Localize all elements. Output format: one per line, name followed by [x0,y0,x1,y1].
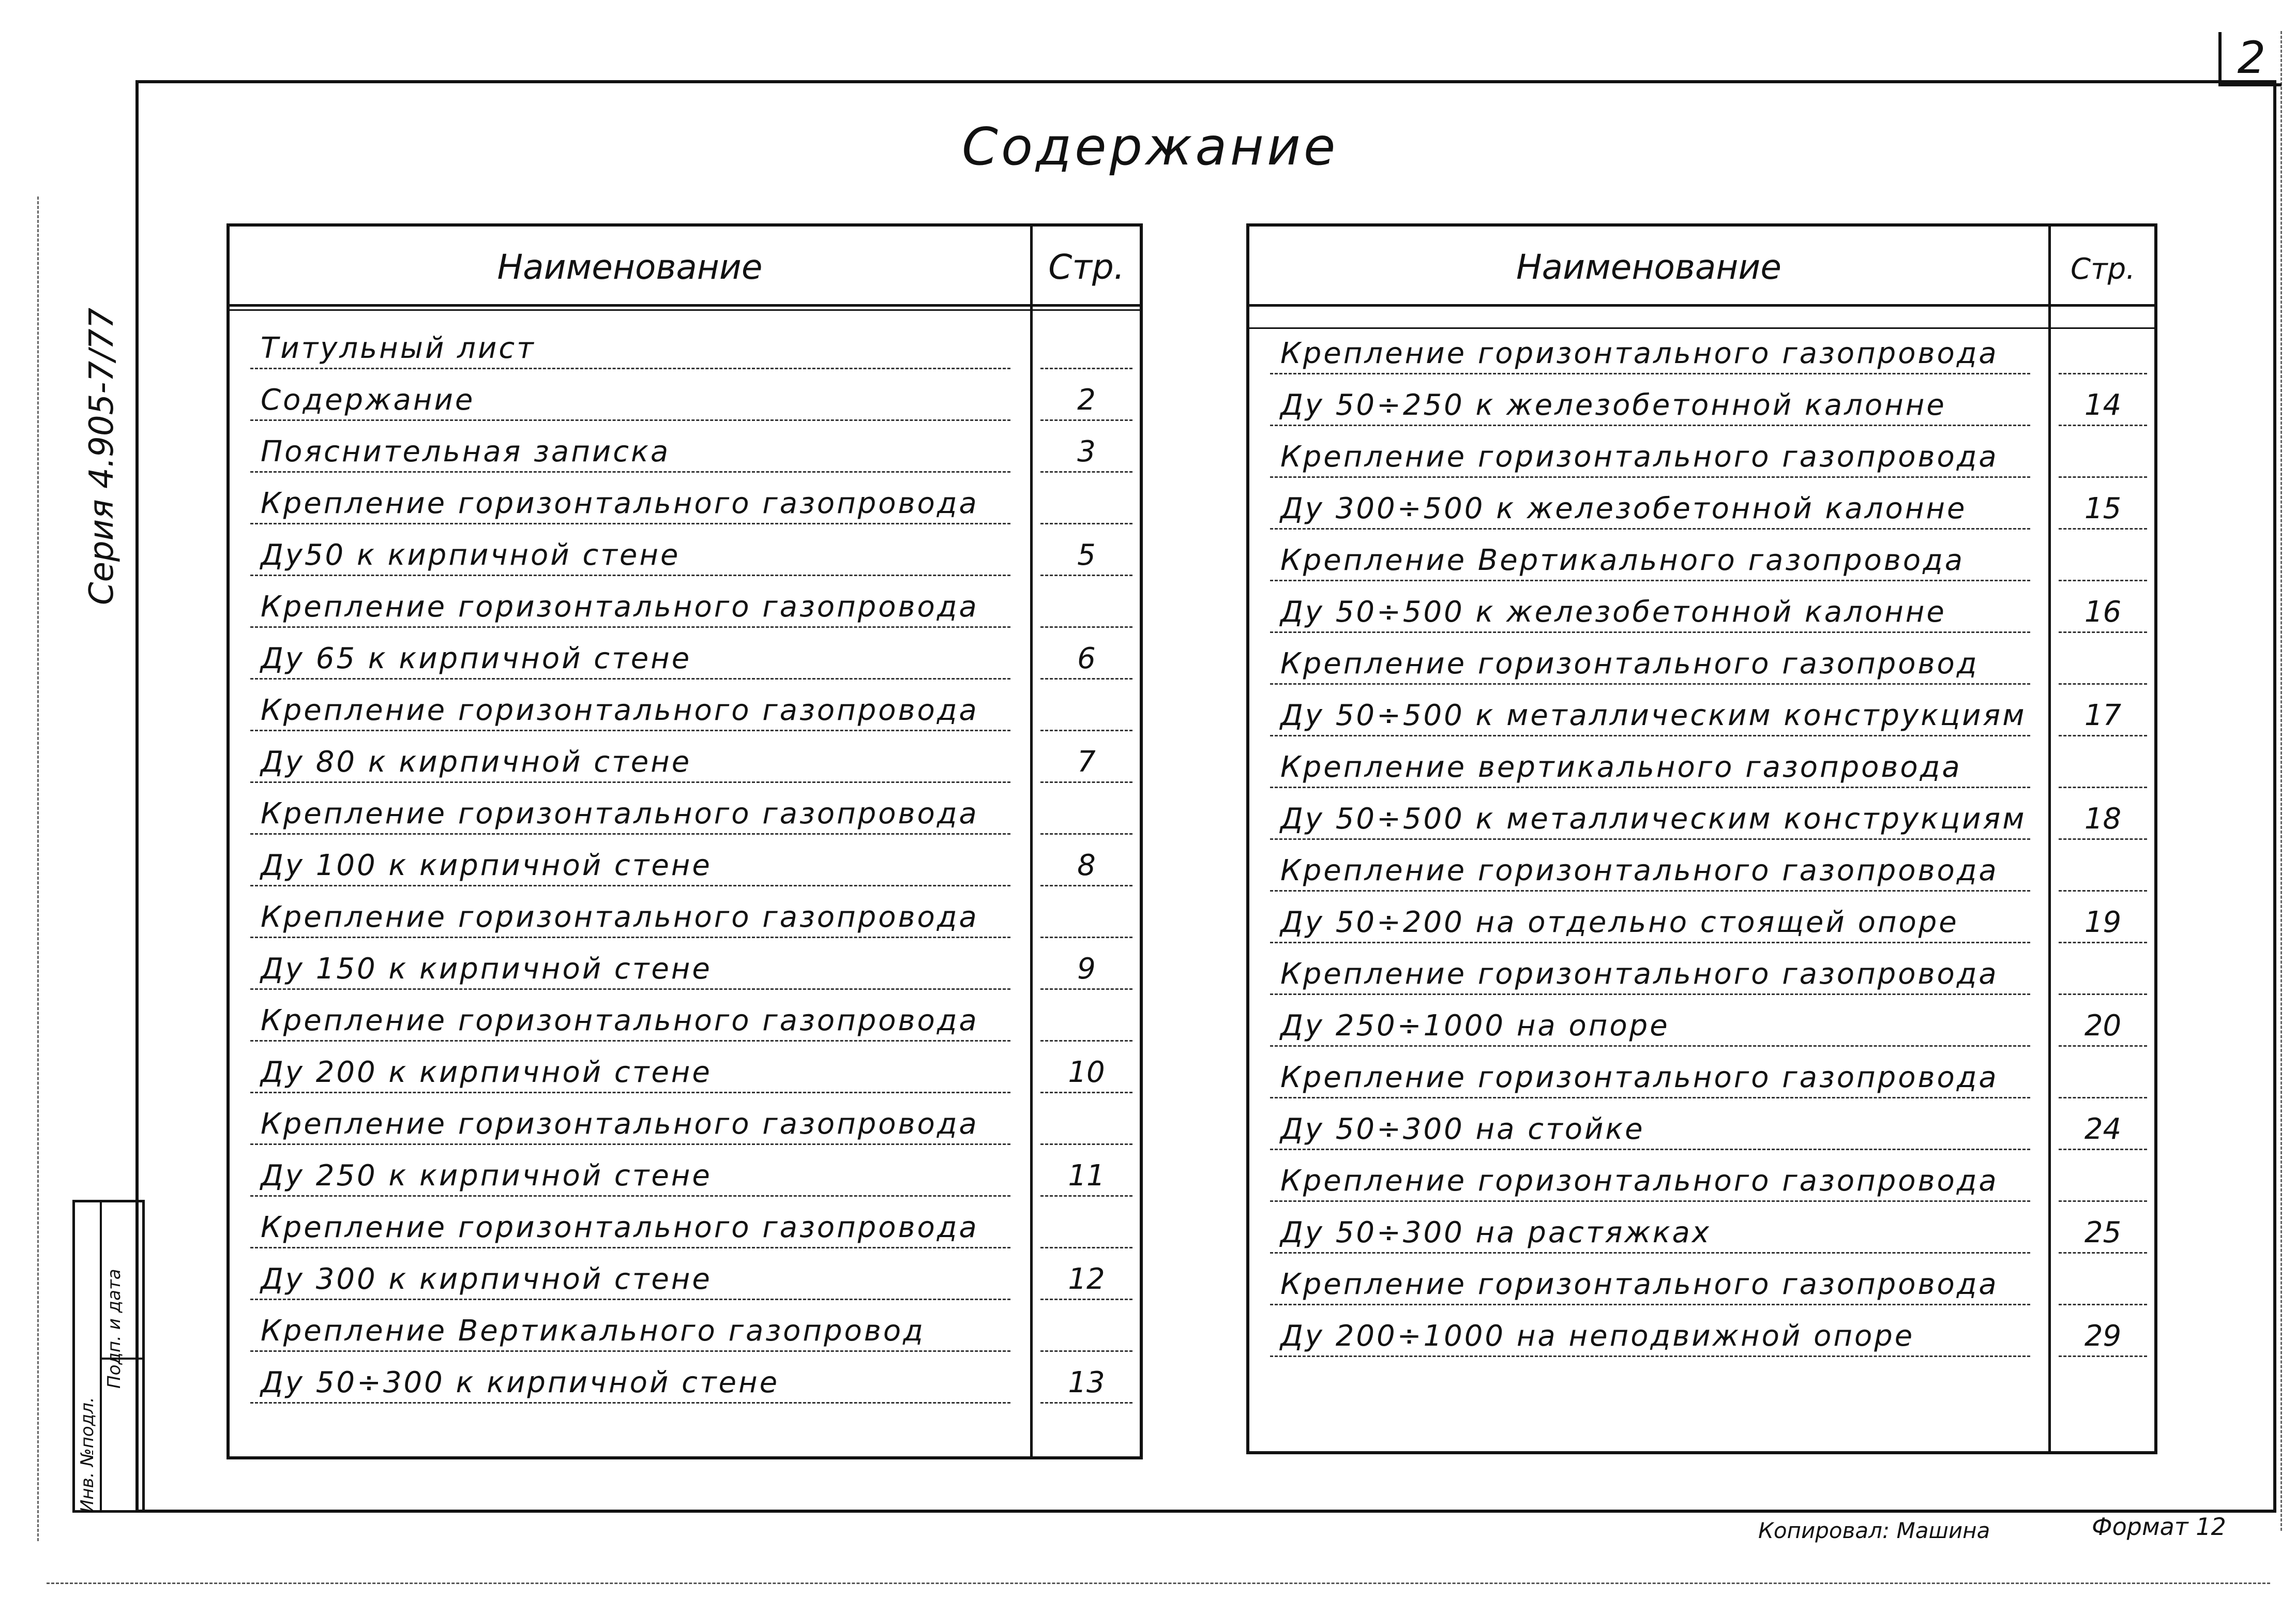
row-name: Содержание [261,383,475,417]
table-row [1249,537,2154,589]
page-underline [1040,575,1132,576]
row-name: Ду 50÷300 на растяжках [1280,1216,1711,1249]
row-underline [250,1040,1010,1042]
row-underline [250,988,1010,990]
row-page: 9 [1077,952,1096,986]
table-row [1249,1106,2154,1157]
row-underline [250,368,1010,369]
row-name: Крепление горизонтального газопровода [1280,854,1999,887]
table-row [230,583,1140,635]
row-page: 13 [1068,1366,1105,1399]
row-name: Ду 200 к кирпичной стене [261,1056,712,1089]
row-page: 2 [1077,383,1096,417]
row-name: Крепление горизонтального газопровода [1280,440,1999,474]
table-row [230,480,1140,532]
row-underline [1270,1149,2030,1150]
stamp-divider [100,1202,102,1510]
page-underline [1040,368,1132,369]
page-underline [2059,631,2147,633]
row-name: Крепление Вертикального газопровод [261,1314,925,1348]
table-row [1249,485,2154,537]
row-name: Крепление горизонтального газопровода [1280,337,1999,370]
right-margin-line [2280,31,2282,1531]
page-underline [1040,626,1132,628]
row-page: 17 [2084,699,2122,732]
row-underline [250,419,1010,421]
header-divider-double [1249,327,2154,329]
page-underline [2059,1149,2147,1150]
table-row [230,894,1140,945]
row-underline [250,1195,1010,1197]
row-page: 3 [1077,435,1096,469]
row-name: Крепление вертикального газопровода [1280,750,1962,784]
page-underline [1040,1040,1132,1042]
header-divider [1249,304,2154,307]
column-header-page: Стр. [2070,252,2136,286]
row-name: Ду 300÷500 к железобетонной калонне [1280,492,1967,525]
page-underline [2059,1252,2147,1254]
row-underline [1270,1097,2030,1098]
row-underline [1270,787,2030,788]
table-row [1249,382,2154,433]
table-row [230,739,1140,790]
page-underline [2059,1200,2147,1202]
row-underline [250,1247,1010,1248]
page-underline [2059,787,2147,788]
page-underline [2059,425,2147,426]
row-name: Ду 50÷500 к металлическим конструкциям [1280,699,2027,732]
row-underline [250,937,1010,938]
table-row [230,1307,1140,1359]
page-underline [1040,1402,1132,1404]
page-underline [1040,833,1132,835]
row-page: 6 [1077,642,1096,675]
table-row [230,635,1140,687]
row-name: Крепление горизонтального газопровода [261,1107,979,1141]
page-underline [2059,476,2147,478]
row-underline [1270,942,2030,943]
table-row [1249,847,2154,899]
row-name: Ду 50÷300 к кирпичной стене [261,1366,780,1399]
row-underline [250,1143,1010,1145]
row-page: 8 [1077,849,1096,882]
row-name: Крепление горизонтального газопровода [261,590,979,624]
table-row [1249,951,2154,1002]
page-underline [1040,678,1132,680]
row-underline [250,523,1010,524]
table-row [230,842,1140,894]
table-row [1249,744,2154,795]
page-number: 2 [2218,32,2282,86]
contents-table-left [226,223,1143,1459]
page-underline [2059,735,2147,736]
row-underline [250,1402,1010,1404]
row-name: Крепление Вертикального газопровода [1280,544,1965,577]
page-underline [2059,942,2147,943]
table-row [1249,1261,2154,1313]
row-name: Крепление горизонтального газопровода [1280,1164,1999,1198]
row-name: Ду 80 к кирпичной стене [261,745,692,779]
table-row [1249,330,2154,382]
stamp-box [72,1200,145,1513]
page-underline [1040,1299,1132,1300]
row-underline [1270,1252,2030,1254]
table-row [230,1049,1140,1101]
table-row [1249,1157,2154,1209]
row-underline [250,885,1010,886]
row-underline [250,833,1010,835]
row-underline [1270,1200,2030,1202]
page-underline [2059,373,2147,374]
row-underline [1270,580,2030,581]
row-name: Ду 300 к кирпичной стене [261,1262,712,1296]
row-page: 14 [2084,388,2122,422]
page-underline [1040,781,1132,783]
header-divider-double [230,309,1140,311]
stamp-label-signature: Подп. и дата [104,1269,125,1389]
page-title: Содержание [962,116,1339,177]
row-page: 18 [2084,802,2122,836]
row-name: Ду 200÷1000 на неподвижной опоре [1280,1319,1915,1353]
column-header-page: Стр. [1048,247,1125,287]
row-underline [250,781,1010,783]
page-underline [1040,988,1132,990]
table-row [230,1359,1140,1411]
table-row [1249,433,2154,485]
row-underline [1270,425,2030,426]
row-name: Ду 250 к кирпичной стене [261,1159,712,1193]
row-underline [250,1299,1010,1300]
row-underline [250,575,1010,576]
row-page: 12 [1068,1262,1105,1296]
page-underline [2059,528,2147,530]
row-page: 7 [1077,745,1096,779]
table-row [1249,1054,2154,1106]
row-name: Ду 65 к кирпичной стене [261,642,692,675]
row-name: Ду 50÷250 к железобетонной калонне [1280,388,1946,422]
row-name: Крепление горизонтального газопровода [261,797,979,831]
page-underline [1040,1195,1132,1197]
row-page: 16 [2084,595,2122,629]
row-underline [1270,1045,2030,1047]
row-name: Крепление горизонтального газопровода [261,487,979,520]
contents-table-right [1246,223,2157,1454]
row-underline [250,730,1010,731]
row-name: Ду 150 к кирпичной стене [261,952,712,986]
row-underline [250,471,1010,473]
table-row [1249,640,2154,692]
row-name: Крепление горизонтального газопровода [261,900,979,934]
table-row [230,1152,1140,1204]
stamp-divider [100,1358,142,1360]
table-row [230,532,1140,583]
row-name: Крепление горизонтального газопровода [1280,1061,1999,1094]
row-name: Ду 100 к кирпичной стене [261,849,712,882]
header-divider [230,304,1140,307]
table-row [230,1204,1140,1256]
page-underline [2059,838,2147,840]
row-page: 15 [2084,492,2122,525]
table-row [1249,589,2154,640]
page-underline [2059,1045,2147,1047]
row-underline [250,626,1010,628]
page-underline [1040,885,1132,886]
left-margin-line [37,197,39,1541]
row-underline [1270,476,2030,478]
page-underline [1040,471,1132,473]
row-name: Крепление горизонтального газопровод [1280,647,1979,681]
row-name: Ду50 к кирпичной стене [261,538,681,572]
page-underline [2059,1304,2147,1305]
row-name: Крепление горизонтального газопровода [1280,957,1999,991]
page-underline [1040,1143,1132,1145]
table-row [230,428,1140,480]
page-underline [2059,1355,2147,1357]
footer-format: Формат 12 [2092,1513,2226,1541]
table-row [230,687,1140,739]
table-row [1249,795,2154,847]
row-name: Титульный лист [261,332,536,365]
row-underline [1270,890,2030,892]
page-underline [1040,419,1132,421]
row-page: 19 [2084,906,2122,939]
page-underline [2059,683,2147,685]
row-name: Ду 50÷500 к металлическим конструкциям [1280,802,2027,836]
row-page: 20 [2084,1009,2122,1043]
row-underline [1270,683,2030,685]
row-underline [250,1092,1010,1093]
table-row [1249,899,2154,951]
row-name: Крепление горизонтального газопровода [261,694,979,727]
row-underline [1270,838,2030,840]
row-name: Крепление горизонтального газопровода [261,1004,979,1037]
table-row [230,1101,1140,1152]
row-page: 11 [1068,1159,1105,1193]
table-row [230,790,1140,842]
table-row [230,945,1140,997]
page-underline [2059,890,2147,892]
row-underline [1270,1304,2030,1305]
row-page: 5 [1077,538,1096,572]
page-underline [2059,993,2147,995]
page-underline [1040,1350,1132,1352]
row-underline [250,1350,1010,1352]
row-page: 25 [2084,1216,2122,1249]
row-name: Пояснительная записка [261,435,671,469]
row-page: 24 [2084,1112,2122,1146]
column-header-name: Наименование [1516,247,1781,287]
column-header-name: Наименование [497,247,763,287]
table-row [1249,692,2154,744]
stamp-label-inventory: Инв. №подл. [77,1397,98,1513]
bottom-margin-line [47,1583,2270,1584]
page-underline [1040,1092,1132,1093]
table-row [1249,1313,2154,1364]
row-name: Крепление горизонтального газопровода [1280,1268,1999,1301]
row-name: Ду 50÷300 на стойке [1280,1112,1645,1146]
page-underline [2059,580,2147,581]
table-row [230,376,1140,428]
page-underline [1040,937,1132,938]
table-row [1249,1002,2154,1054]
row-underline [1270,373,2030,374]
row-underline [1270,631,2030,633]
row-underline [250,678,1010,680]
page-underline [1040,523,1132,524]
row-page: 29 [2084,1319,2122,1353]
table-row [1249,1209,2154,1261]
row-name: Ду 50÷500 к железобетонной калонне [1280,595,1946,629]
row-page: 10 [1068,1056,1105,1089]
footer-copied-by: Копировал: Машина [1758,1518,1990,1543]
row-name: Ду 250÷1000 на опоре [1280,1009,1670,1043]
table-row [230,1256,1140,1307]
series-label: Серия 4.905-7/77 [83,307,121,605]
row-name: Крепление горизонтального газопровода [261,1211,979,1244]
page-underline [2059,1097,2147,1098]
row-underline [1270,528,2030,530]
row-underline [1270,1355,2030,1357]
row-underline [1270,993,2030,995]
table-row [230,325,1140,376]
page-underline [1040,1247,1132,1248]
page-underline [1040,730,1132,731]
row-underline [1270,735,2030,736]
table-row [230,997,1140,1049]
row-name: Ду 50÷200 на отдельно стоящей опоре [1280,906,1959,939]
